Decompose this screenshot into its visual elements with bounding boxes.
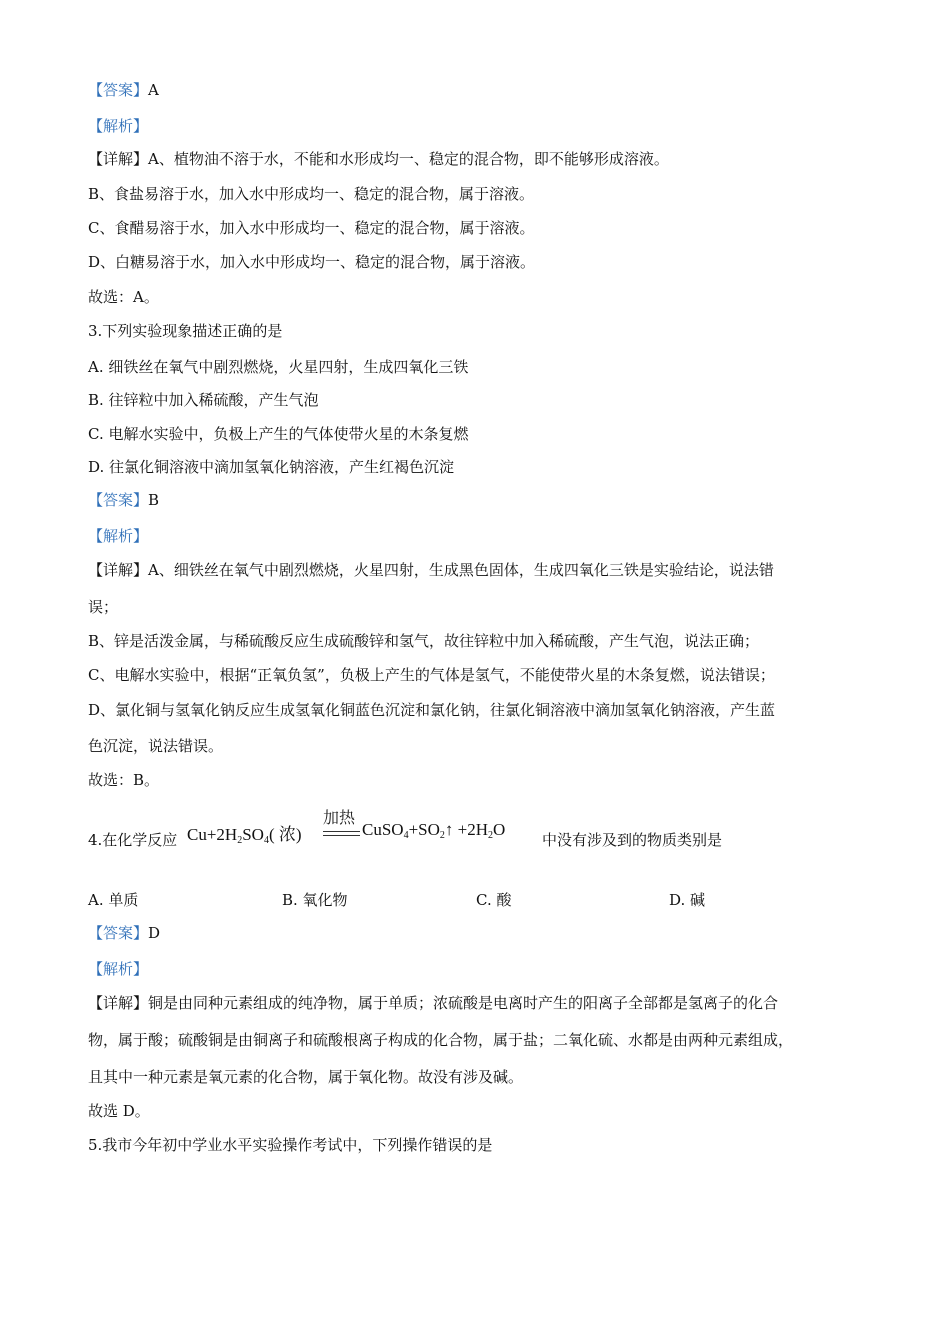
equation-double-line <box>323 831 360 836</box>
detail-line <box>88 992 778 1014</box>
q4-option-a: A. 单质 <box>88 891 139 909</box>
q4-option-c: C. 酸 <box>476 891 512 909</box>
detail-text: A、细铁丝在氧气中剧烈燃烧，火星四射，生成黑色固体，生成四氧化三铁是实验结论，说法错 <box>148 561 774 579</box>
detail-line-d1: D、氯化铜与氢氧化钠反应生成氢氧化铜蓝色沉淀和氯化钠，往氯化铜溶液中滴加氢氧化钠溶液，产生蓝 <box>88 701 776 719</box>
analysis-tag: 【解析】 <box>88 527 149 545</box>
detail-line-b: B、锌是活泼金属，与稀硫酸反应生成硫酸锌和氢气，故往锌粒中加入稀硫酸，产生气泡，说法正确； <box>88 632 760 650</box>
detail-text: 铜是由同种元素组成的纯净物，属于单质；浓硫酸是电离时产生的阳离子全部都是氢离子的化合 <box>148 994 779 1012</box>
answer-tag: 【答案】 <box>88 491 149 509</box>
detail-line <box>88 559 774 581</box>
equation-products <box>362 820 505 841</box>
q4-option-b: B. 氧化物 <box>282 891 348 909</box>
detail-text: A、植物油不溶于水，不能和水形成均一、稳定的混合物，即不能够形成溶液。 <box>148 150 669 168</box>
eq-sub: 2 <box>488 830 494 841</box>
eq-so: SO <box>242 825 264 844</box>
q3-option-c: C. 电解水实验中，负极上产生的气体使带火星的木条复燃 <box>88 425 469 443</box>
detail-tag: 【详解】 <box>88 994 149 1012</box>
answer-line <box>88 489 159 511</box>
choose-line: 故选 D。 <box>88 1102 150 1120</box>
detail-line-d2: 色沉淀，说法错误。 <box>88 737 224 755</box>
question-4-suffix: 中没有涉及到的物质类别是 <box>542 831 723 849</box>
eq-o: O <box>493 820 506 839</box>
question-5: 5.我市今年初中学业水平实验操作考试中，下列操作错误的是 <box>88 1136 493 1154</box>
detail-tag: 【详解】 <box>88 150 149 168</box>
answer-value: A <box>148 81 159 99</box>
eq-so2: +SO <box>408 820 440 839</box>
eq-sub: 4 <box>263 835 269 846</box>
detail-line-b: B、食盐易溶于水，加入水中形成均一、稳定的混合物，属于溶液。 <box>88 185 535 203</box>
eq-sub: 4 <box>403 830 409 841</box>
detail-line-d: D、白糖易溶于水，加入水中形成均一、稳定的混合物，属于溶液。 <box>88 253 536 271</box>
eq-sub: 2 <box>439 830 445 841</box>
detail-line-2: 误； <box>88 598 119 616</box>
eq-cu: Cu+2H <box>187 825 238 844</box>
eq-concentrated: ( 浓) <box>268 825 302 844</box>
detail-line-2: 物，属于酸；硫酸铜是由铜离子和硫酸根离子构成的化合物，属于盐；二氧化硫、水都是由两种元素组成， <box>88 1031 794 1049</box>
answer-tag: 【答案】 <box>88 924 149 942</box>
question-4-prefix: 4.在化学反应 <box>88 831 178 849</box>
eq-sub: 2 <box>237 835 243 846</box>
q3-option-b: B. 往锌粒中加入稀硫酸，产生气泡 <box>88 391 319 409</box>
question-3: 3.下列实验现象描述正确的是 <box>88 322 283 340</box>
q3-option-a: A. 细铁丝在氧气中剧烈燃烧，火星四射，生成四氧化三铁 <box>88 358 469 376</box>
gas-arrow-icon: ↑ <box>444 820 454 839</box>
q3-option-d: D. 往氯化铜溶液中滴加氢氧化钠溶液，产生红褐色沉淀 <box>88 458 455 476</box>
eq-cuso: CuSO <box>362 820 404 839</box>
answer-line <box>88 79 159 101</box>
detail-line-3: 且其中一种元素是氧元素的化合物，属于氧化物。故没有涉及碱。 <box>88 1068 524 1086</box>
detail-line-c: C、食醋易溶于水，加入水中形成均一、稳定的混合物，属于溶液。 <box>88 219 535 237</box>
detail-line <box>88 148 669 170</box>
choose-line: 故选：A。 <box>88 288 159 306</box>
analysis-tag: 【解析】 <box>88 960 149 978</box>
eq-h2o: +2H <box>453 820 489 839</box>
answer-tag: 【答案】 <box>88 81 149 99</box>
detail-tag: 【详解】 <box>88 561 149 579</box>
analysis-tag: 【解析】 <box>88 117 149 135</box>
answer-line <box>88 922 160 944</box>
detail-line-c: C、电解水实验中，根据“正氧负氢”，负极上产生的气体是氢气，不能使带火星的木条复燃，说法错误； <box>88 666 775 684</box>
equation-reactants <box>187 820 302 846</box>
answer-value: B <box>148 491 160 509</box>
equation-heat-label: 加热 <box>323 808 356 827</box>
choose-line: 故选：B。 <box>88 771 160 789</box>
q4-option-d: D. 碱 <box>669 891 706 909</box>
answer-value: D <box>148 924 161 942</box>
